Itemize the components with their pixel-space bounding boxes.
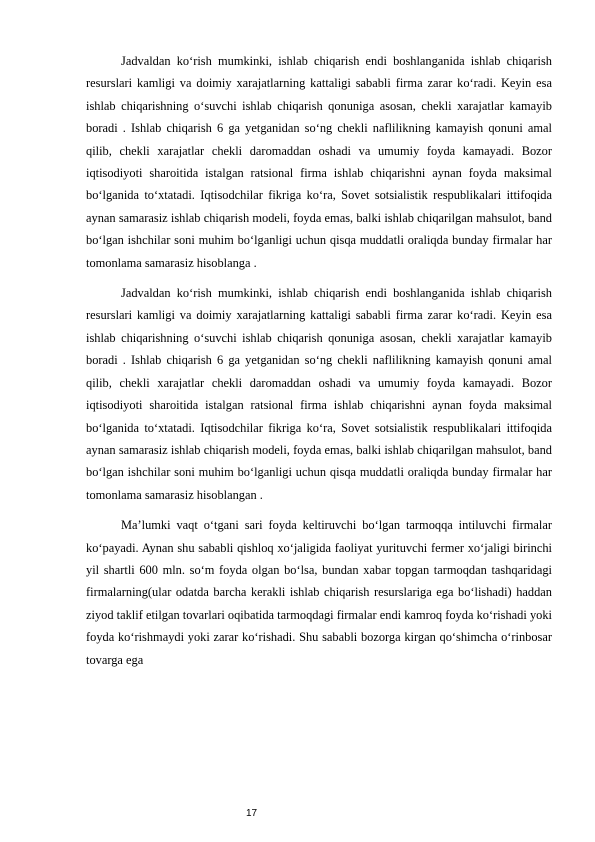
paragraph-3: Ma’lumki vaqt o‘tgani sari foyda keltiruvchi bo‘lgan tarmoqqa intiluvchi firmalar ko‘payadi. Aynan shu sababli qishloq xo‘jaligida faoliyat yurituvchi fermer xo‘jaligi birinchi yil shartli 600 mln. so‘m foyda olgan bo‘lsa, bundan xabar topgan tarmoqdan tashqaridagi firmalarning(ular odatda barcha kerakli ishlab chiqarish resurslariga ega bo‘lishadi) haddan ziyod taklif etilgan tovarlari oqibatida tarmoqdagi firmalar endi kamroq foyda ko‘rishadi yoki foyda ko‘rishmaydi yoki zarar ko‘rishadi. Shu sababli bozorga kirgan qo‘shimcha o‘rinbosar tovarga ega <box>86 518 552 667</box>
body-text <box>86 50 552 679</box>
page-number: 17 <box>246 808 258 819</box>
paragraph-2: Jadvaldan ko‘rish mumkinki, ishlab chiqarish endi boshlanganida ishlab chiqarish resurslari kamligi va doimiy xarajatlarning kattaligi sababli firma zarar ko‘radi. Keyin esa ishlab chiqarishning o‘suvchi ishlab chiqarish qonuniga asosan, chekli xarajatlar kamayib boradi . Ishlab chiqarish 6 ga yetganidan so‘ng chekli naflilikning kamayish qonuni amal qilib, chekli xarajatlar chekli daromaddan oshadi va umumiy foyda kamayadi. Bozor iqtisodiyoti sharoitida istalgan ratsional firma ishlab chiqarishni aynan foyda maksimal bo‘lganida to‘xtatadi. Iqtisodchilar fikriga ko‘ra, Sovet sotsialistik respublikalari ittifoqida aynan samarasiz ishlab chiqarish modeli, foyda emas, balki ishlab chiqarilgan mahsulot, band bo‘lgan ishchilar soni muhim bo‘lganligi uchun qisqa muddatli oraliqda bunday firmalar har tomonlama samarasiz hisoblangan . <box>86 286 552 502</box>
paragraph-1: Jadvaldan ko‘rish mumkinki, ishlab chiqarish endi boshlanganida ishlab chiqarish resurslari kamligi va doimiy xarajatlarning kattaligi sababli firma zarar ko‘radi. Keyin esa ishlab chiqarishning o‘suvchi ishlab chiqarish qonuniga asosan, chekli xarajatlar kamayib boradi . Ishlab chiqarish 6 ga yetganidan so‘ng chekli naflilikning kamayish qonuni amal qilib, chekli xarajatlar chekli daromaddan oshadi va umumiy foyda kamayadi. Bozor iqtisodiyoti sharoitida istalgan ratsional firma ishlab chiqarishni aynan foyda maksimal bo‘lganida to‘xtatadi. Iqtisodchilar fikriga ko‘ra, Sovet sotsialistik respublikalari ittifoqida aynan samarasiz ishlab chiqarish modeli, foyda emas, balki ishlab chiqarilgan mahsulot, band bo‘lgan ishchilar soni muhim bo‘lganligi uchun qisqa muddatli oraliqda bunday firmalar har tomonlama samarasiz hisoblanga . <box>86 54 552 270</box>
